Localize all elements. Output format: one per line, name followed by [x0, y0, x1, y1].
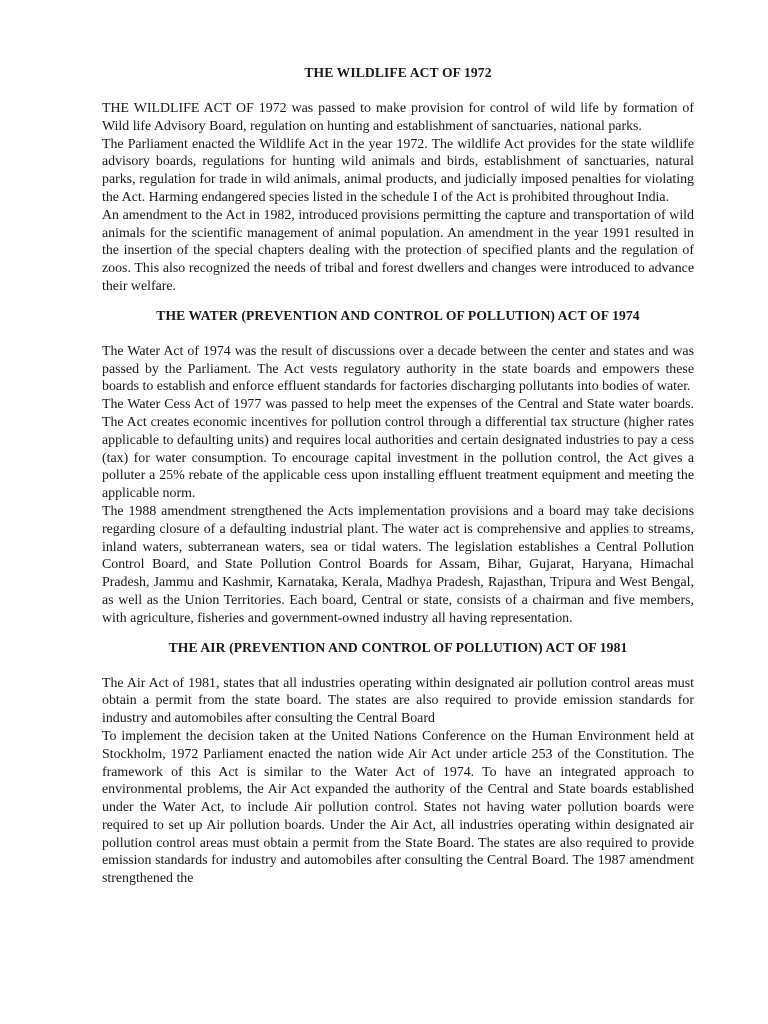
- paragraph: To implement the decision taken at the United Nations Conference on the Human Environment held at Stockholm, 1972 Parliament enacted the nation wide Air Act under article 253 of the Constitution. The framework of this Act is similar to the Water Act of 1974. To have an integrated approach to environmental problems, the Air Act expanded the authority of the Central and State boards established under the Water Act, to include Air pollution control. States not having water pollution boards were required to set up Air pollution boards. Under the Air Act, all industries operating within designated air pollution control areas must obtain a permit from the State Board. The states are also required to provide emission standards for industry and automobiles after consulting the Central Board. The 1987 amendment strengthened the: [102, 728, 694, 887]
- paragraph: The Air Act of 1981, states that all industries operating within designated air pollution control areas must obtain a permit from the state board. The states are also required to provide emission standards for industry and automobiles after consulting the Central Board: [102, 675, 694, 727]
- section-heading: THE WATER (PREVENTION AND CONTROL OF POLLUTION) ACT OF 1974: [156, 307, 640, 323]
- paragraph: The Water Act of 1974 was the result of discussions over a decade between the center and states and was passed by the Parliament. The Act vests regulatory authority in the state boards and empowers these boards to establish and enforce effluent standards for factories discharging pollutants into bodies of water.: [102, 343, 694, 395]
- section-heading: THE WILDLIFE ACT OF 1972: [304, 65, 492, 80]
- paragraph: An amendment to the Act in 1982, introduced provisions permitting the capture and transportation of wild animals for the scientific management of animal population. An amendment in the year 1991 resulted in the insertion of the special chapters dealing with the protection of specified plants and the regulation of zoos. This also recognized the needs of tribal and forest dwellers and changes were introduced to advance their welfare.: [102, 207, 694, 294]
- section-wildlife-act: [102, 64, 694, 296]
- paragraph: The Parliament enacted the Wildlife Act in the year 1972. The wildlife Act provides for the state wildlife advisory boards, regulations for hunting wild animals and birds, establishment of sanctuaries, natural parks, regulation for trade in wild animals, animal products, and judicially imposed penalties for violating the Act. Harming endangered species listed in the schedule I of the Act is prohibited throughout India.: [102, 136, 694, 205]
- paragraph: The 1988 amendment strengthened the Acts implementation provisions and a board may take decisions regarding closure of a defaulting industrial plant. The water act is comprehensive and applies to streams, inland waters, subterranean waters, sea or tidal waters. The legislation establishes a Central Pollution Control Board, and State Pollution Control Boards for Assam, Bihar, Gujarat, Haryana, Himachal Pradesh, Jammu and Kashmir, Karnataka, Kerala, Madhya Pradesh, Rajasthan, Tripura and West Bengal, as well as the Union Territories. Each board, Central or state, consists of a chairman and five members, with agriculture, fisheries and government-owned industry all having representation.: [102, 503, 694, 626]
- paragraph: THE WILDLIFE ACT OF 1972 was passed to make provision for control of wild life by formation of Wild life Advisory Board, regulation on hunting and establishment of sanctuaries, national parks.: [102, 101, 694, 134]
- section-water-act: [102, 307, 694, 628]
- document-page: [102, 64, 694, 888]
- paragraph: The Water Cess Act of 1977 was passed to help meet the expenses of the Central and State water boards. The Act creates economic incentives for pollution control through a differential tax structure (higher rates applicable to defaulting units) and requires local authorities and certain designated industries to pay a cess (tax) for water consumption. To encourage capital investment in the pollution control, the Act gives a polluter a 25% rebate of the applicable cess upon installing effluent treatment equipment and meeting the applicable norm.: [102, 397, 694, 502]
- section-air-act: [102, 639, 694, 889]
- section-heading: THE AIR (PREVENTION AND CONTROL OF POLLUTION) ACT OF 1981: [168, 639, 628, 655]
